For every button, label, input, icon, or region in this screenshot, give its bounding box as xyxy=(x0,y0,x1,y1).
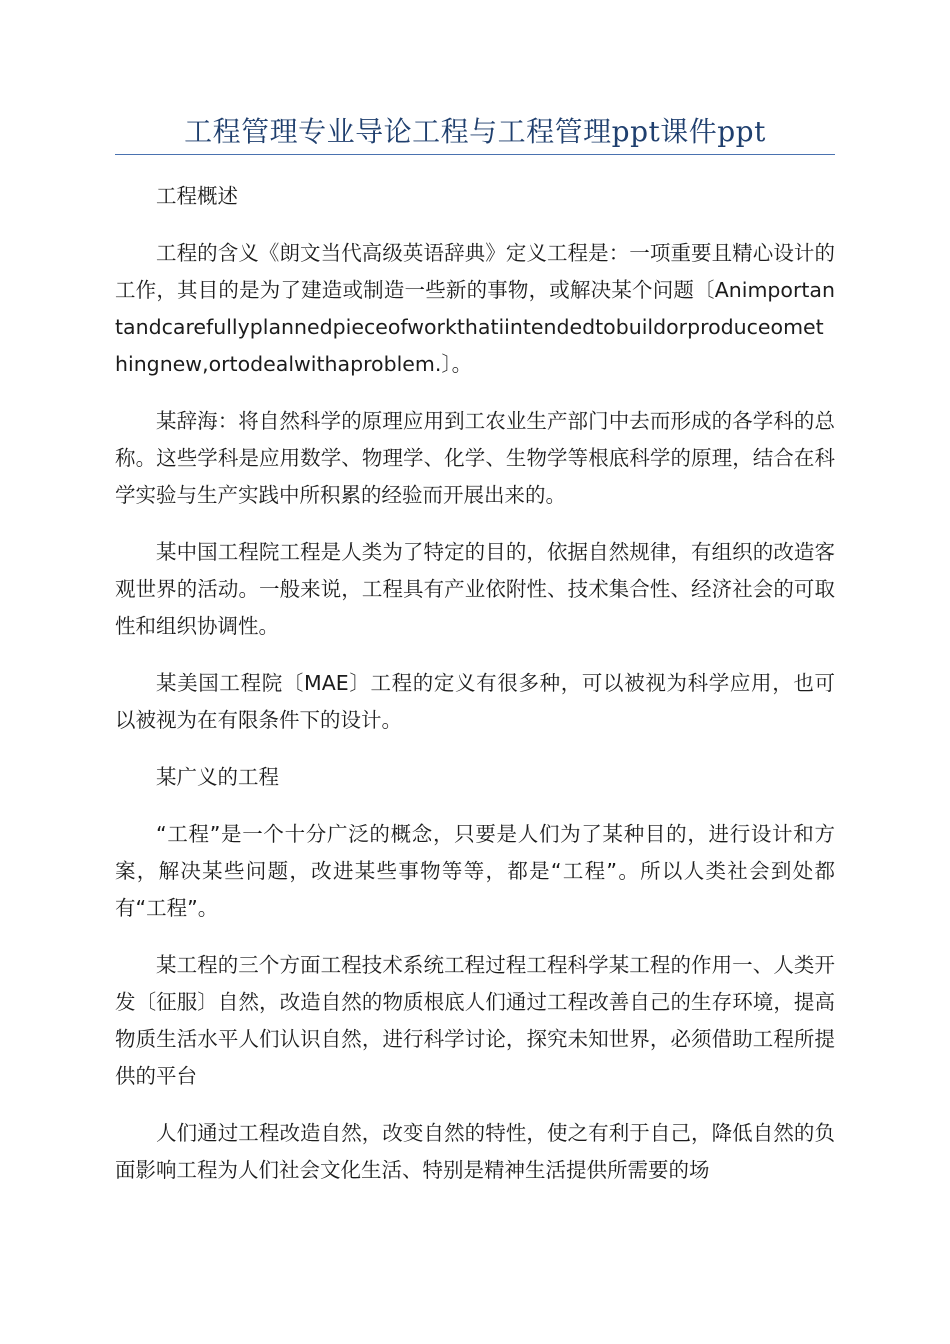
paragraph-transform-nature: 人们通过工程改造自然，改变自然的特性，使之有利于自己，降低自然的负面影响工程为人们社会文化生活、特别是精神生活提供所需要的场 xyxy=(115,1121,835,1182)
paragraph-three-aspects: 某工程的三个方面工程技术系统工程过程工程科学某工程的作用一、人类开发〔征服〕自然，改造自然的物质根底人们通过工程改善自己的生存环境，提高物质生活水平人们认识自然，进行科学讨论，探究未知世界，必须借助工程所提供的平台 xyxy=(115,953,835,1088)
paragraph-cae: 某中国工程院工程是人类为了特定的目的，依据自然规律，有组织的改造客观世界的活动。一般来说，工程具有产业依附性、技术集合性、经济社会的可取性和组织协调性。 xyxy=(115,540,835,638)
document-title: 工程管理专业导论工程与工程管理ppt课件ppt xyxy=(184,115,766,148)
paragraph-nae: 某美国工程院〔MAE〕工程的定义有很多种，可以被视为科学应用，也可以被视为在有限条件下的设计。 xyxy=(115,671,835,732)
paragraph-broad-heading: 某广义的工程 xyxy=(156,765,279,789)
paragraph-broad-concept: “工程”是一个十分广泛的概念，只要是人们为了某种目的，进行设计和方案，解决某些问题，改进某些事物等等，都是“工程”。所以人类社会到处都有“工程”。 xyxy=(115,822,835,920)
title-underline xyxy=(115,154,835,155)
paragraph-cihai: 某辞海：将自然科学的原理应用到工农业生产部门中去而形成的各学科的总称。这些学科是应用数学、物理学、化学、生物学等根底科学的原理，结合在科学实验与生产实践中所积累的经验而开展出来的。 xyxy=(115,409,835,507)
paragraph-overview-heading: 工程概述 xyxy=(156,184,238,208)
document-body xyxy=(115,178,835,1209)
paragraph-definition-longman: 工程的含义《朗文当代高级英语辞典》定义工程是：一项重要且精心设计的工作，其目的是为了建造或制造一些新的事物，或解决某个问题〔Animportantandcarefullyplannedpieceofworkthatiintendedtobuildorproduceomethingnew,ortodealwithaproblem.〕。 xyxy=(115,241,835,376)
